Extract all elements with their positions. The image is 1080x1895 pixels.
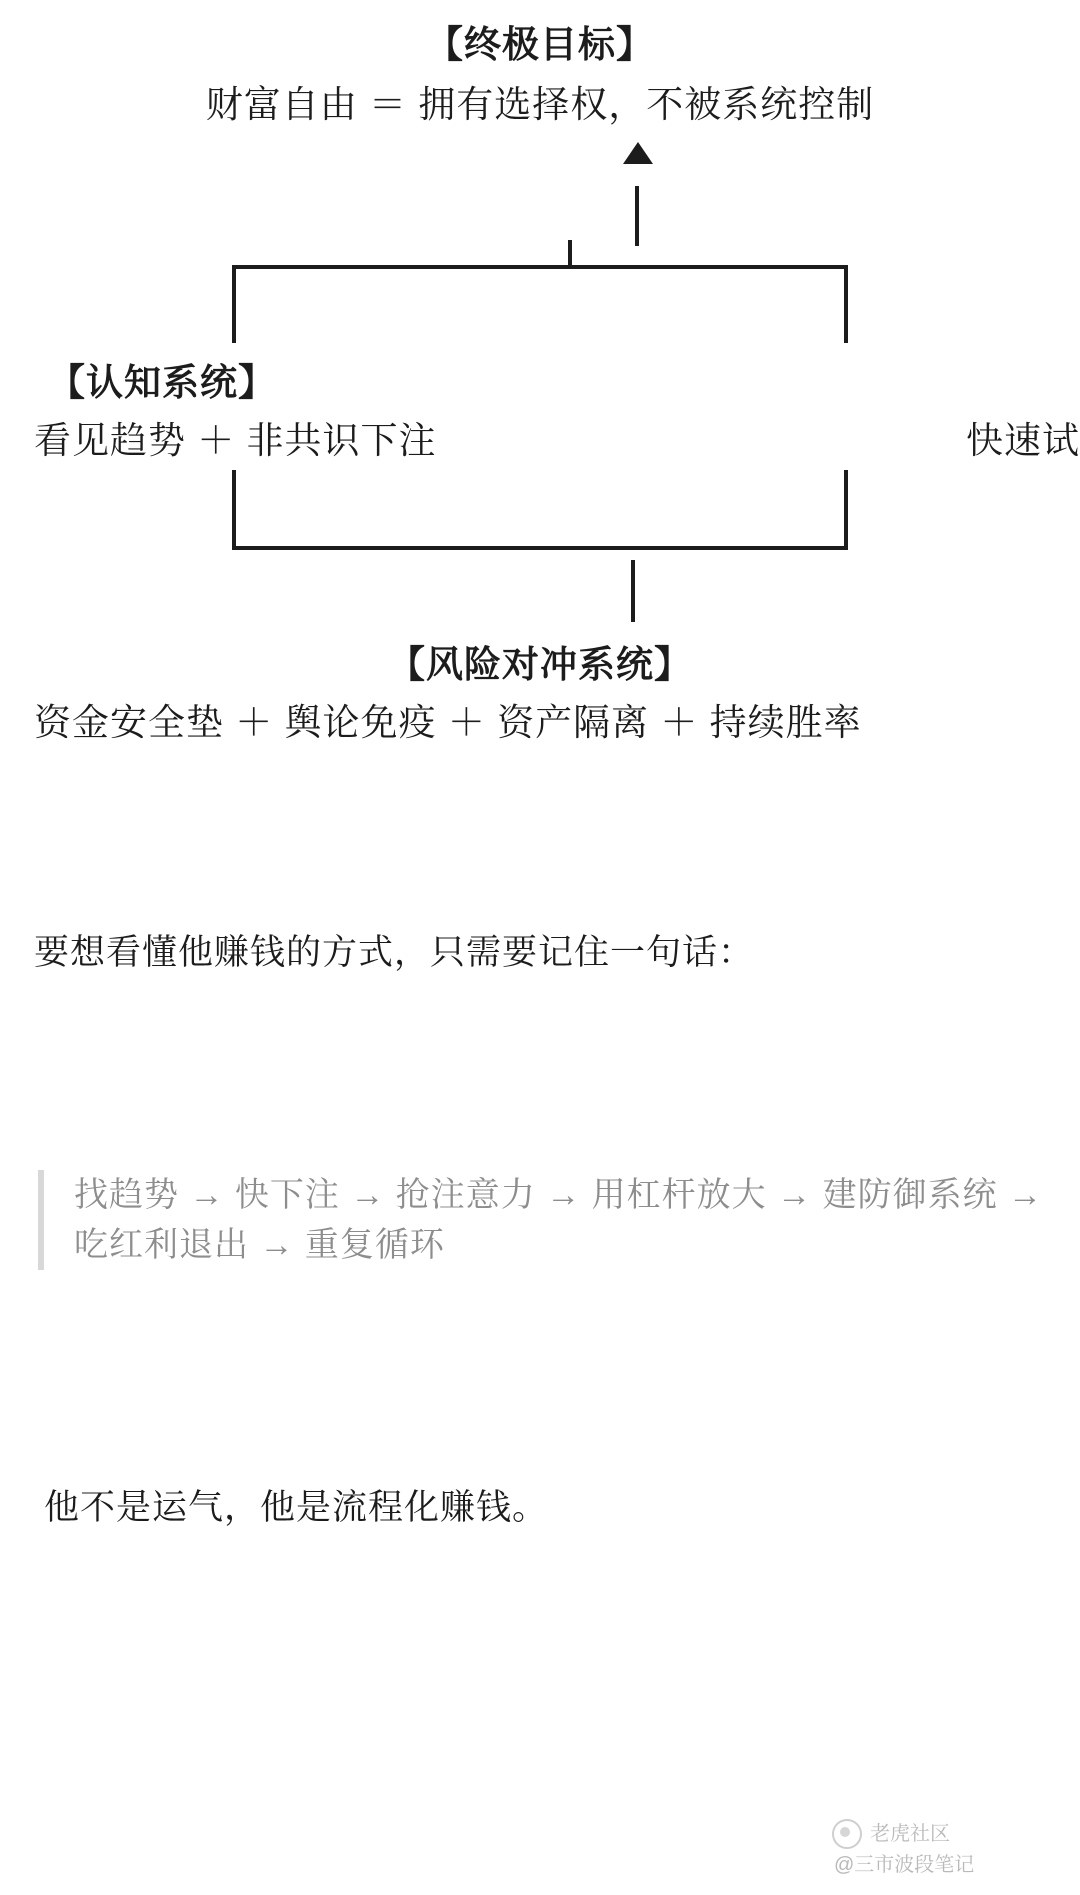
connector-leg-upper-left [232,265,236,343]
tiger-logo-icon [832,1819,862,1849]
risk-title: 【风险对冲系统】 [388,644,692,685]
connector-leg-upper-right [844,265,848,343]
cognition-line [34,410,1080,464]
goal-title: 【终极目标】 [426,24,654,65]
watermark [832,1819,1062,1879]
cognition-title: 【认知系统】 [48,362,276,403]
cognition-items-left: 看见趋势 ＋ 非共识下注 [34,420,437,461]
arrow-up-icon [623,142,653,164]
connector-vertical-top [635,186,639,246]
cognition-items-right: 快速试 [966,420,1080,461]
goal-formula: 财富自由 ＝ 拥有选择权，不被系统控制 [205,84,875,125]
connector-vertical-bottom [631,560,635,622]
connector-rail-lower [232,546,848,550]
process-quote: 找趋势 → 快下注 → 抢注意力 → 用杠杆放大 → 建防御系统 → 吃红利退出 → 重复循环 [38,1170,1048,1270]
connector-rail-upper [232,265,848,269]
watermark-handle: @三市波段笔记 [834,1854,975,1876]
connector-leg-lower-left [232,470,236,550]
watermark-brand-row [832,1819,1062,1849]
closing-paragraph: 他不是运气，他是流程化赚钱。 [44,1488,549,1527]
connector-leg-lower-right [844,470,848,550]
connector-tick-upper [568,240,572,268]
lead-paragraph: 要想看懂他赚钱的方式，只需要记住一句话： [34,933,755,972]
strategy-diagram [0,0,1080,930]
risk-items: 资金安全垫 ＋ 舆论免疫 ＋ 资产隔离 ＋ 持续胜率 [34,702,862,743]
watermark-brand: 老虎社区 [870,1823,950,1845]
